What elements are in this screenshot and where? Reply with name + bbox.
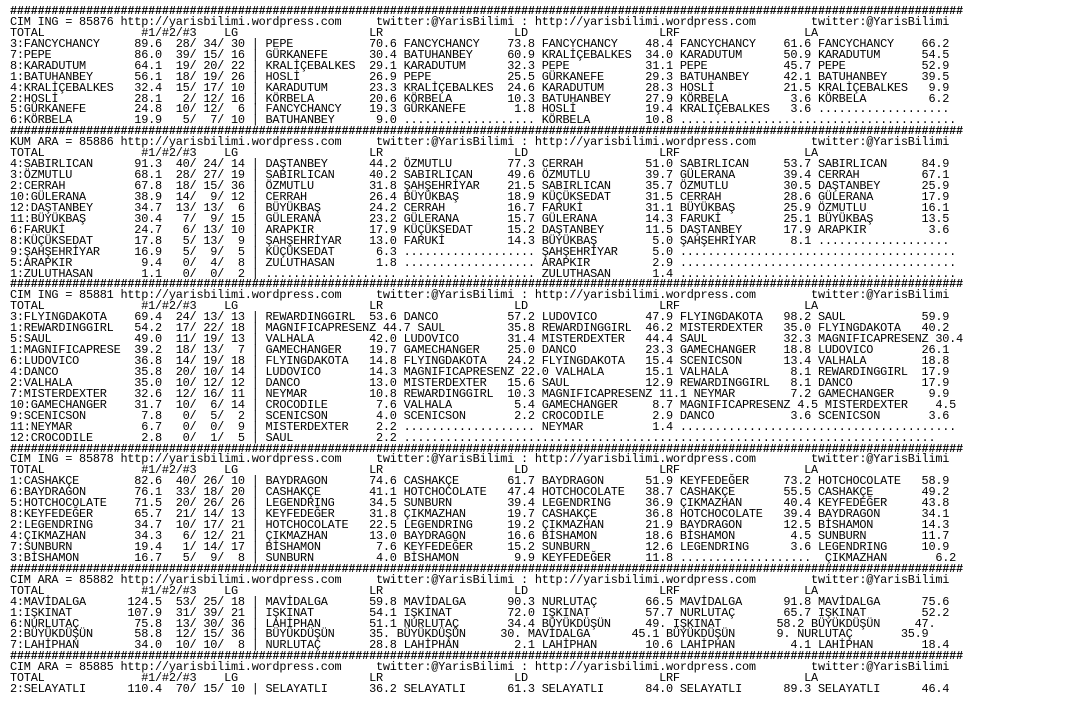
race-header-line: CIM ING = 85881 http://yarisbilimi.wordpress.com twitter:@YarisBilimi : http://yarisbilimi.wordpress.com twitter:@YarisBilimi — [10, 288, 950, 303]
result-row-line: 9:SCENICSON 7.8 0/ 5/ 2 | SCENICSON 4.0 SCENICSON 2.2 CROCODILE 2.9 DANCO 3.6 SCENICSON 3.6 — [10, 408, 950, 423]
result-row-line: 2:VALHALA 35.0 10/ 12/ 12 | DANCO 13.0 MISTERDEXTER 15.6 SAUL 12.9 REWARDINGGIRL 8.1 DANCO 17.9 — [10, 375, 950, 390]
column-header-line: TOTAL #1/#2/#3 LG LR LD LRF LA — [10, 463, 818, 478]
result-row-line: 1:BATUHANBEY 56.1 18/ 19/ 26 | HOSLİ 26.9 PEPE 25.5 GÜRKANEFE 29.3 BATUHANBEY 42.1 BATUHANBEY 39.5 — [10, 69, 950, 84]
separator-line: ########################################################################################################################################## — [10, 4, 963, 18]
result-row-line: 3:BİSHAMON 16.7 5/ 9/ 8 | SUNBURN 4.0 BİSHAMON 9.9 KEYFEDEĞER 11.8 ................... ÇIKMAZHAN 6.2 — [10, 550, 957, 565]
race-stats-text-document — [10, 6, 963, 695]
result-row-line: 7:MISTERDEXTER 32.6 12/ 16/ 11 | NEYMAR 10.8 REWARDINGGIRL 10.3 MAGNIFICAPRESENZ 11.1 NEYMAR 7.2 GAMECHANGER 9.9 — [10, 386, 950, 401]
result-row-line: 2:CERRAH 67.8 18/ 15/ 36 | ÖZMUTLU 31.8 ŞAHŞEHRİYAR 21.5 SABIRLICAN 35.7 ÖZMUTLU 30.5 DAŞTANBEY 25.9 — [10, 179, 950, 193]
result-row-line: 1:ZULUTHASAN 1.1 0/ 0/ 2 | ................... ................... ZULUTHASAN 1.4 ........................................ — [10, 266, 957, 281]
race-header-line: KUM ARA = 85886 http://yarisbilimi.wordpress.com twitter:@YarisBilimi : http://yarisbilimi.wordpress.com twitter:@YarisBilimi — [10, 135, 950, 150]
result-row-line: 9:ŞAHŞEHRİYAR 16.9 5/ 9/ 5 | KÜÇÜKSEDAT 6.3 ................... ŞAHŞEHRİYAR 5.0 ........................................ — [10, 244, 957, 259]
result-row-line: 8:KÜÇÜKSEDAT 17.8 5/ 13/ 9 | ŞAHŞEHRİYAR 13.0 FARUKİ 14.3 BÜYÜKBAŞ 5.0 ŞAHŞEHRİYAR 8.1 ................... — [10, 233, 950, 248]
result-row-line: 2:HOSLİ 28.1 2/ 12/ 16 | KÖRBELA 20.6 KÖRBELA 10.3 BATUHANBEY 27.9 KÖRBELA 3.6 KÖRBELA 6.2 — [10, 91, 950, 106]
result-row-line: 1:CASHAKÇE 82.6 40/ 26/ 10 | BAYDRAGON 74.6 CASHAKÇE 61.7 BAYDRAGON 51.9 KEYFEDEĞER 73.2 HOTCHOCOLATE 58.9 — [10, 474, 950, 489]
result-row-line: 4:ÇIKMAZHAN 34.3 6/ 12/ 21 | ÇIKMAZHAN 13.0 BAYDRAGON 16.6 BİSHAMON 18.6 BİSHAMON 4.5 SUNBURN 11.7 — [10, 529, 950, 543]
result-row-line: 2:SELAYATLI 110.4 70/ 15/ 10 | SELAYATLI 36.2 SELAYATLI 61.3 SELAYATLI 84.0 SELAYATLI 89.3 SELAYATLI 46.4 — [10, 682, 950, 697]
column-header-line: TOTAL #1/#2/#3 LG LR LD LRF LA — [10, 146, 818, 161]
result-row-line: 6:KÖRBELA 19.9 5/ 7/ 10 | BATUHANBEY 9.0 ................... KÖRBELA 10.8 ........................................ — [10, 113, 957, 128]
race-header-line: CIM ING = 85878 http://yarisbilimi.wordpress.com twitter:@YarisBilimi : http://yarisbilimi.wordpress.com twitter:@YarisBilimi — [10, 452, 950, 467]
result-row-line: 3:FLYINGDAKOTA 69.4 24/ 13/ 13 | REWARDINGGIRL 53.6 DANCO 57.2 LUDOVICO 47.9 FLYINGDAKOTA 98.2 SAUL 59.9 — [10, 310, 950, 325]
race-header-line: CIM ARA = 85885 http://yarisbilimi.wordpress.com twitter:@YarisBilimi : http://yarisbilimi.wordpress.com twitter:@YarisBilimi — [10, 660, 950, 675]
column-header-line: TOTAL #1/#2/#3 LG LR LD LRF LA — [10, 299, 818, 314]
result-row-line: 10:GAMECHANGER 31.7 10/ 6/ 14 | CROCODILE 7.6 VALHALA 5.4 GAMECHANGER 8.7 MAGNIFICAPRESENZ 4.5 MISTERDEXTER 4.5 — [10, 397, 957, 412]
result-row-line: 12:CROCODILE 2.8 0/ 1/ 5 | SAUL 2.2 ............................................................................. — [10, 430, 936, 445]
column-header-line: TOTAL #1/#2/#3 LG LR LD LRF LA — [10, 25, 818, 40]
result-row-line: 8:KARADUTUM 64.1 19/ 20/ 22 | KRALİÇEBALKES 29.1 KARADUTUM 32.3 PEPE 31.1 PEPE 45.7 PEPE 52.9 — [10, 58, 950, 73]
result-row-line: 11:BÜYÜKBAŞ 30.4 7/ 9/ 15 | GÜLERANA 23.2 GÜLERANA 15.7 GÜLERANA 14.3 FARUKİ 25.1 BÜYÜKBAŞ 13.5 — [10, 211, 950, 226]
result-row-line: 1:MAGNIFICAPRESE 39.2 18/ 13/ 7 | GAMECHANGER 19.7 GAMECHANGER 25.0 DANCO 23.3 GAMECHANGER 18.8 LUDOVICO 26.1 — [10, 343, 950, 358]
column-header-line: TOTAL #1/#2/#3 LG LR LD LRF LA — [10, 583, 818, 598]
result-row-line: 2:BÜYÜKDÜŞÜN 58.8 12/ 15/ 36 | BÜYÜKDÜŞÜN 35. BÜYÜKDÜŞÜN 30. MAVİDALGA 45.1 BÜYÜKDÜŞÜN 9. NURLUTAÇ 35.9 — [10, 627, 929, 642]
result-row-line: 1:REWARDINGGIRL 54.2 17/ 22/ 18 | MAGNIFICAPRESENZ 44.7 SAUL 35.8 REWARDINGGIRL 46.2 MISTERDEXTER 35.0 FLYINGDAKOTA 40.2 — [10, 321, 950, 336]
separator-line: ########################################################################################################################################## — [10, 649, 963, 664]
result-row-line: 4:DANCO 35.8 20/ 10/ 14 | LUDOVICO 14.3 MAGNIFICAPRESENZ 22.0 VALHALA 15.1 VALHALA 8.1 REWARDINGGIRL 17.9 — [10, 364, 950, 379]
result-row-line: 7:SUNBURN 19.4 1/ 14/ 17 | BİSHAMON 7.6 KEYFEDEĞER 15.2 SUNBURN 12.6 LEGENDRING 3.6 LEGENDRING 10.9 — [10, 539, 950, 554]
result-row-line: 4:SABIRLICAN 91.3 40/ 24/ 14 | DAŞTANBEY 44.2 ÖZMUTLU 77.3 CERRAH 51.0 SABIRLICAN 53.7 SABIRLICAN 84.9 — [10, 157, 950, 172]
separator-line: ########################################################################################################################################## — [10, 441, 963, 456]
result-row-line: 1:IŞKINAT 107.9 31/ 39/ 21 | IŞKINAT 54.1 IŞKINAT 72.0 IŞKINAT 57.7 NURLUTAÇ 65.7 IŞKINAT 52.2 — [10, 605, 950, 620]
result-row-line: 5:HOTCHOCOLATE 71.5 20/ 26/ 26 | LEGENDRING 34.5 SUNBURN 39.4 LEGENDRING 36.9 ÇIKMAZHAN 40.4 KEYFEDEĞER 43.8 — [10, 496, 950, 511]
result-row-line: 5:ARAPKIR 9.4 0/ 4/ 8 | ZULUTHASAN 1.8 ................... ARAPKIR 2.9 ........................................ — [10, 255, 957, 270]
result-row-line: 7:PEPE 86.0 39/ 15/ 16 | GÜRKANEFE 30.4 BATUHANBEY 60.9 KRALİÇEBALKES 34.0 KARADUTUM 50.9 KARADUTUM 54.5 — [10, 47, 950, 62]
result-row-line: 7:LAHİPHAN 34.0 10/ 10/ 8 | NURLUTAÇ 28.8 LAHİPHAN 2.1 LAHİPHAN 10.6 LAHİPHAN 4.1 LAHİPHAN 18.4 — [10, 638, 950, 653]
result-row-line: 5:GÜRKANEFE 24.8 10/ 12/ 6 | FANCYCHANCY 19.3 GÜRKANEFE 1.8 HOSLİ 19.4 KRALİÇEBALKES 3.6 ................... — [10, 102, 950, 117]
result-row-line: 6:NURLUTAÇ 75.8 13/ 30/ 36 | LAHİPHAN 51.1 NURLUTAÇ 34.4 BÜYÜKDÜŞÜN 49. IŞKINAT 58.2 BÜYÜKDÜŞÜN 47. — [10, 616, 936, 631]
result-row-line: 6:FARUKİ 24.7 6/ 13/ 10 | ARAPKIR 17.9 KÜÇÜKSEDAT 15.2 DAŞTANBEY 11.5 DAŞTANBEY 17.9 ARAPKIR 3.6 — [10, 222, 950, 237]
race-header-line: CIM ARA = 85882 http://yarisbilimi.wordpress.com twitter:@YarisBilimi : http://yarisbilimi.wordpress.com twitter:@YarisBilimi — [10, 572, 950, 587]
separator-line: ########################################################################################################################################## — [10, 277, 963, 292]
result-row-line: 5:SAUL 49.0 11/ 19/ 13 | VALHALA 42.0 LUDOVICO 31.4 MISTERDEXTER 44.4 SAUL 32.3 MAGNIFICAPRESENZ 30.4 — [10, 332, 963, 347]
column-header-line: TOTAL #1/#2/#3 LG LR LD LRF LA — [10, 671, 818, 686]
separator-line: ########################################################################################################################################## — [10, 561, 963, 576]
result-row-line: 4:KRALİÇEBALKES 32.4 15/ 17/ 10 | KARADUTUM 23.3 KRALİÇEBALKES 24.6 KARADUTUM 28.3 HOSLİ 21.5 KRALİÇEBALKES 9.9 — [10, 80, 950, 95]
result-row-line: 10:GÜLERANA 38.9 14/ 9/ 12 | CERRAH 26.4 BÜYÜKBAŞ 18.9 KÜÇÜKSEDAT 31.5 CERRAH 28.6 GÜLERANA 17.9 — [10, 189, 950, 204]
result-row-line: 8:KEYFEDEĞER 65.7 21/ 14/ 13 | KEYFEDEĞER 31.8 ÇIKMAZHAN 19.7 CASHAKÇE 36.8 HOTCHOCOLATE 39.4 BAYDRAGON 34.1 — [10, 507, 950, 522]
race-header-line: CIM ING = 85876 http://yarisbilimi.wordpress.com twitter:@YarisBilimi : http://yarisbilimi.wordpress.com twitter:@YarisBilimi — [10, 14, 950, 29]
result-row-line: 2:LEGENDRING 34.7 10/ 17/ 21 | HOTCHOCOLATE 22.5 LEGENDRING 19.2 ÇIKMAZHAN 21.9 BAYDRAGON 12.5 BİSHAMON 14.3 — [10, 518, 950, 533]
result-row-line: 4:MAVİDALGA 124.5 53/ 25/ 18 | MAVİDALGA 59.8 MAVİDALGA 90.3 NURLUTAÇ 66.5 MAVİDALGA 91.8 MAVİDALGA 75.6 — [10, 594, 950, 609]
result-row-line: 3:ÖZMUTLU 68.1 28/ 27/ 19 | SABIRLICAN 40.2 SABIRLICAN 49.6 ÖZMUTLU 39.7 GÜLERANA 39.4 CERRAH 67.1 — [10, 168, 950, 183]
result-row-line: 6:LUDOVICO 36.8 14/ 19/ 18 | FLYINGDAKOTA 14.8 FLYINGDAKOTA 24.2 FLYINGDAKOTA 15.4 SCENICSON 13.4 VALHALA 18.8 — [10, 354, 950, 368]
result-row-line: 12:DAŞTANBEY 34.7 13/ 13/ 6 | BÜYÜKBAŞ 24.2 CERRAH 16.7 FARUKİ 31.1 BÜYÜKBAŞ 25.9 ÖZMUTLU 16.1 — [10, 200, 950, 215]
result-row-line: 11:NEYMAR 6.7 0/ 0/ 9 | MISTERDEXTER 2.2 ................... NEYMAR 1.4 ........................................ — [10, 419, 957, 434]
separator-line: ########################################################################################################################################## — [10, 124, 963, 139]
result-row-line: 3:FANCYCHANCY 89.6 28/ 34/ 30 | PEPE 70.6 FANCYCHANCY 73.8 FANCYCHANCY 48.4 FANCYCHANCY 61.6 FANCYCHANCY 66.2 — [10, 36, 950, 51]
result-row-line: 6:BAYDRAGON 76.1 33/ 18/ 20 | CASHAKÇE 41.1 HOTCHOCOLATE 47.4 HOTCHOCOLATE 38.7 CASHAKÇE 55.5 CASHAKÇE 49.2 — [10, 485, 950, 500]
